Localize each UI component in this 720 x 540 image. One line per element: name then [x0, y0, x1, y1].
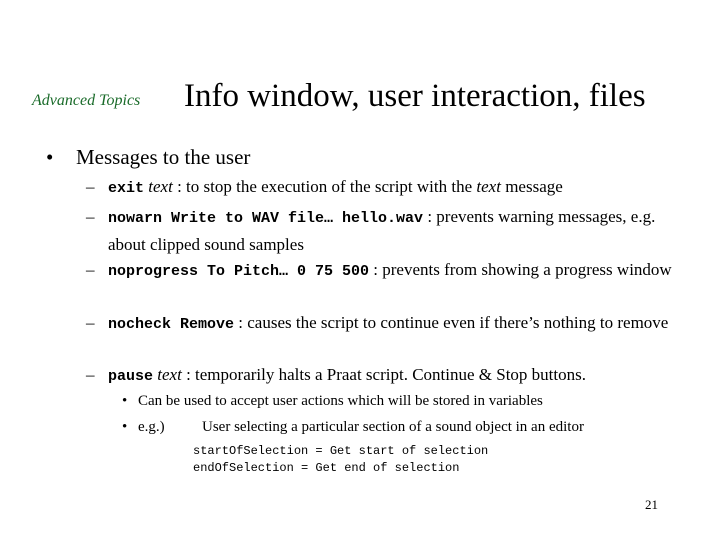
bullet-messages — [46, 145, 250, 170]
code-line-end: endOfSelection = Get end of selection — [193, 461, 460, 475]
sub-item-label: e.g.) — [138, 419, 165, 435]
item-description: : temporarily halts a Praat script. Continue & Stop buttons. — [186, 365, 586, 384]
list-item-pause — [86, 362, 706, 390]
command-exit: exit — [108, 180, 145, 197]
sub-item-text: Can be used to accept user actions which will be stored in variables — [138, 393, 543, 409]
item-description-em: text — [476, 177, 501, 196]
dash-marker: – — [86, 177, 95, 196]
dash-marker: – — [86, 313, 95, 332]
list-item-nocheck — [86, 310, 686, 338]
sub-bullet-marker: • — [122, 393, 128, 409]
item-description: : to stop the execution of the script with the — [177, 177, 473, 196]
dash-marker: – — [86, 260, 95, 279]
list-item-noprogress — [86, 257, 686, 285]
command-nocheck: nocheck Remove — [108, 316, 235, 333]
command-arg: text — [148, 177, 173, 196]
list-item-exit — [86, 174, 686, 202]
code-line-start: startOfSelection = Get start of selection — [193, 444, 489, 458]
bullet-marker: • — [46, 145, 54, 169]
command-noprogress: noprogress To Pitch… 0 75 500 — [108, 263, 370, 280]
item-description: : prevents warning messages, e.g. about clipped sound samples — [108, 207, 656, 254]
item-description: : causes the script to continue even if there’s nothing to remove — [238, 313, 669, 332]
sub-item-text: User selecting a particular section of a sound object in an editor — [202, 419, 584, 435]
dash-marker: – — [86, 207, 95, 226]
dash-marker: – — [86, 365, 95, 384]
list-item-nowarn — [86, 204, 686, 258]
sub-item-accept — [122, 393, 543, 410]
command-pause: pause — [108, 368, 154, 385]
command-arg: text — [157, 365, 182, 384]
sub-bullet-marker: • — [122, 419, 128, 435]
command-nowarn: nowarn Write to WAV file… hello.wav — [108, 210, 424, 227]
slide-title: Info window, user interaction, files — [184, 78, 646, 114]
item-description-end: message — [505, 177, 563, 196]
section-tag: Advanced Topics — [32, 92, 141, 109]
page-number: 21 — [645, 497, 658, 512]
item-description: : prevents from showing a progress window — [373, 260, 672, 279]
bullet-heading: Messages to the user — [76, 145, 251, 169]
sub-item-eg — [122, 419, 584, 436]
